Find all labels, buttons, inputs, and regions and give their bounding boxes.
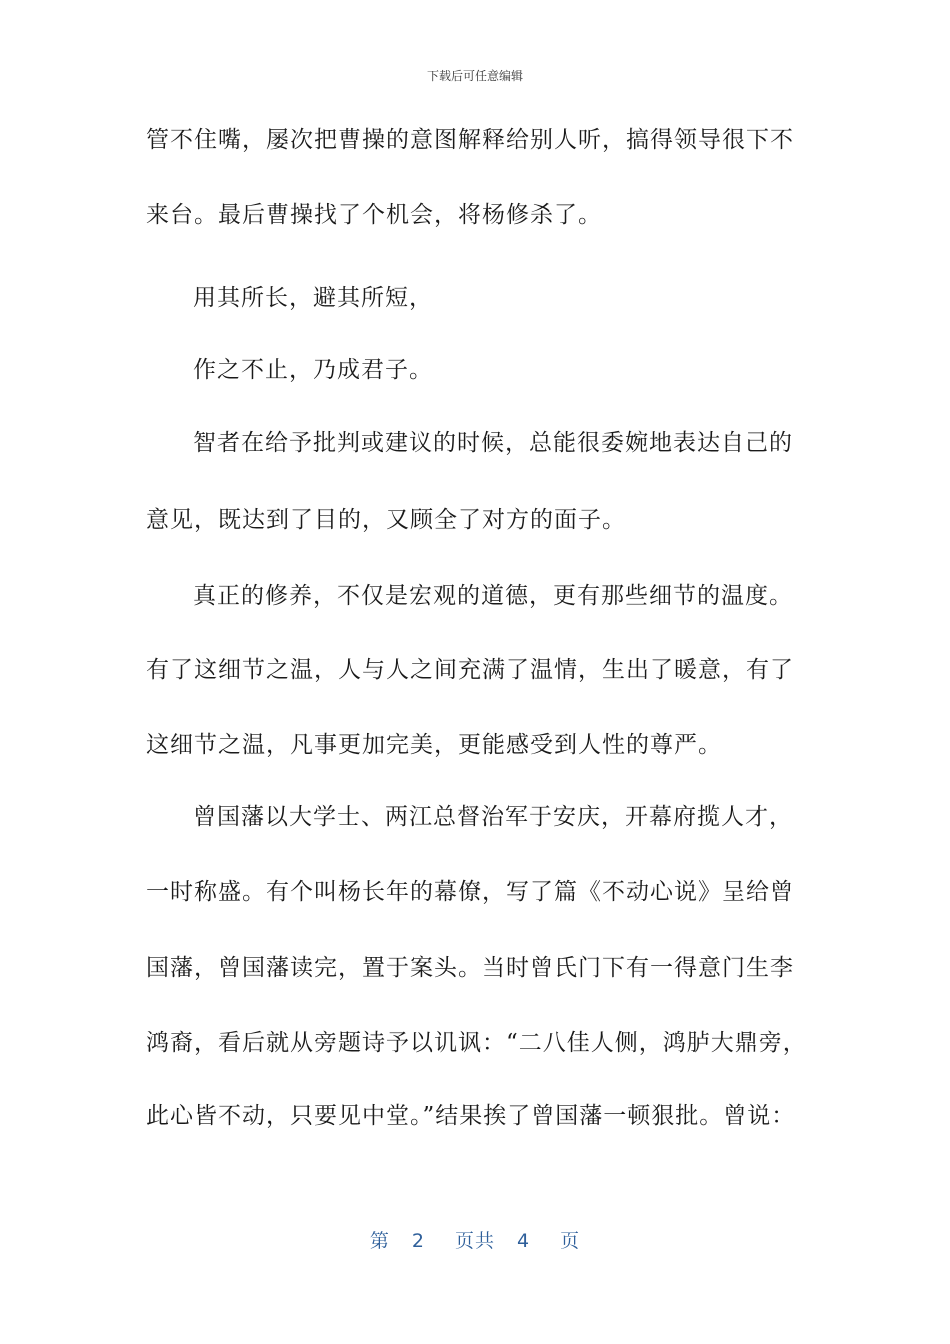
text-line: 真正的修养，不仅是宏观的道德，更有那些细节的温度。 [193, 583, 793, 609]
page-middle: 页共 [454, 1230, 495, 1252]
text-line: 管不住嘴，屡次把曹操的意图解释给别人听，搞得领导很下不 [146, 127, 794, 153]
text-line: 曾国藩以大学士、两江总督治军于安庆，开幕府揽人才， [193, 804, 793, 830]
text-line: 意见，既达到了目的，又顾全了对方的面子。 [146, 507, 626, 533]
text-line: 鸿裔，看后就从旁题诗予以讥讽：“二八佳人侧，鸿胪大鼎旁， [146, 1030, 807, 1056]
page-prefix: 第 [369, 1230, 390, 1252]
text-line: 一时称盛。有个叫杨长年的幕僚，写了篇《不动心说》呈给曾 [146, 879, 794, 905]
text-line: 用其所长，避其所短， [193, 285, 433, 311]
text-line: 有了这细节之温，人与人之间充满了温情，生出了暖意，有了 [146, 657, 794, 683]
total-pages: 4 [517, 1230, 531, 1252]
text-line: 作之不止，乃成君子。 [193, 357, 433, 383]
page-number-footer [0, 1226, 950, 1253]
text-line: 此心皆不动，只要见中堂。”结果挨了曾国藩一顿狠批。曾说： [146, 1103, 796, 1129]
current-page: 2 [411, 1230, 425, 1252]
page-header: 下载后可任意编辑 [426, 69, 523, 83]
text-line: 来台。最后曹操找了个机会，将杨修杀了。 [146, 202, 602, 228]
text-line: 国藩，曾国藩读完，置于案头。当时曾氏门下有一得意门生李 [146, 955, 794, 981]
text-line: 这细节之温，凡事更加完美，更能感受到人性的尊严。 [146, 732, 722, 758]
page-suffix: 页 [560, 1230, 581, 1252]
text-line: 智者在给予批判或建议的时候，总能很委婉地表达自己的 [193, 430, 793, 456]
